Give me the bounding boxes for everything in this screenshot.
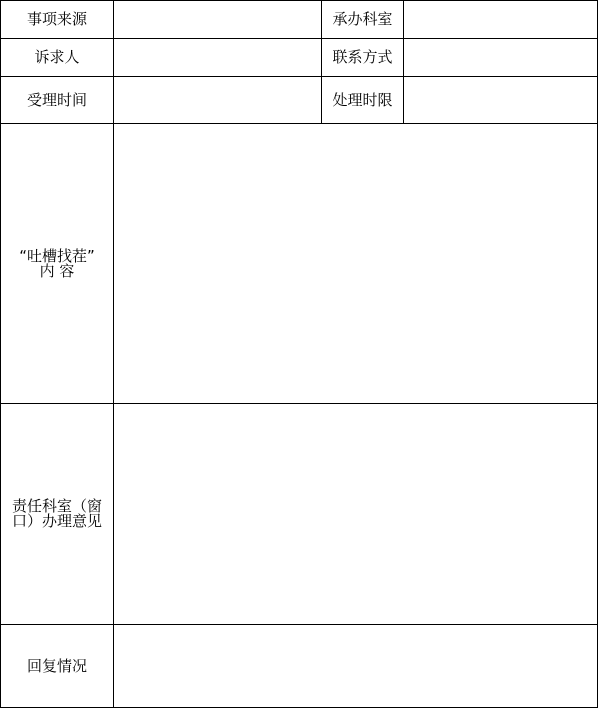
content-label-line1: “吐槽找茬” <box>19 246 95 265</box>
opinion-label-line2: 口）办理意见 <box>11 512 102 530</box>
accept-time-field[interactable] <box>114 77 322 124</box>
deadline-field[interactable] <box>404 77 598 124</box>
row-reply <box>1 625 598 708</box>
contact-field[interactable] <box>404 39 598 77</box>
opinion-field[interactable] <box>114 404 598 625</box>
content-label-line2: 内 容 <box>39 261 75 280</box>
petitioner-field[interactable] <box>114 39 322 77</box>
row-petitioner <box>1 39 598 77</box>
department-field[interactable] <box>404 1 598 39</box>
opinion-label-line1: 责任科室（窗 <box>11 497 102 515</box>
row-content <box>1 124 598 404</box>
accept-time-label: 受理时间 <box>1 77 114 124</box>
reply-field[interactable] <box>114 625 598 708</box>
contact-label: 联系方式 <box>322 39 404 77</box>
deadline-label: 处理时限 <box>322 77 404 124</box>
department-label: 承办科室 <box>322 1 404 39</box>
petitioner-label: 诉求人 <box>1 39 114 77</box>
row-time <box>1 77 598 124</box>
row-opinion <box>1 404 598 625</box>
row-source <box>1 1 598 39</box>
source-field[interactable] <box>114 1 322 39</box>
opinion-label <box>1 404 114 625</box>
reply-label: 回复情况 <box>1 625 114 708</box>
content-label <box>1 124 114 404</box>
source-label: 事项来源 <box>1 1 114 39</box>
content-field[interactable] <box>114 124 598 404</box>
